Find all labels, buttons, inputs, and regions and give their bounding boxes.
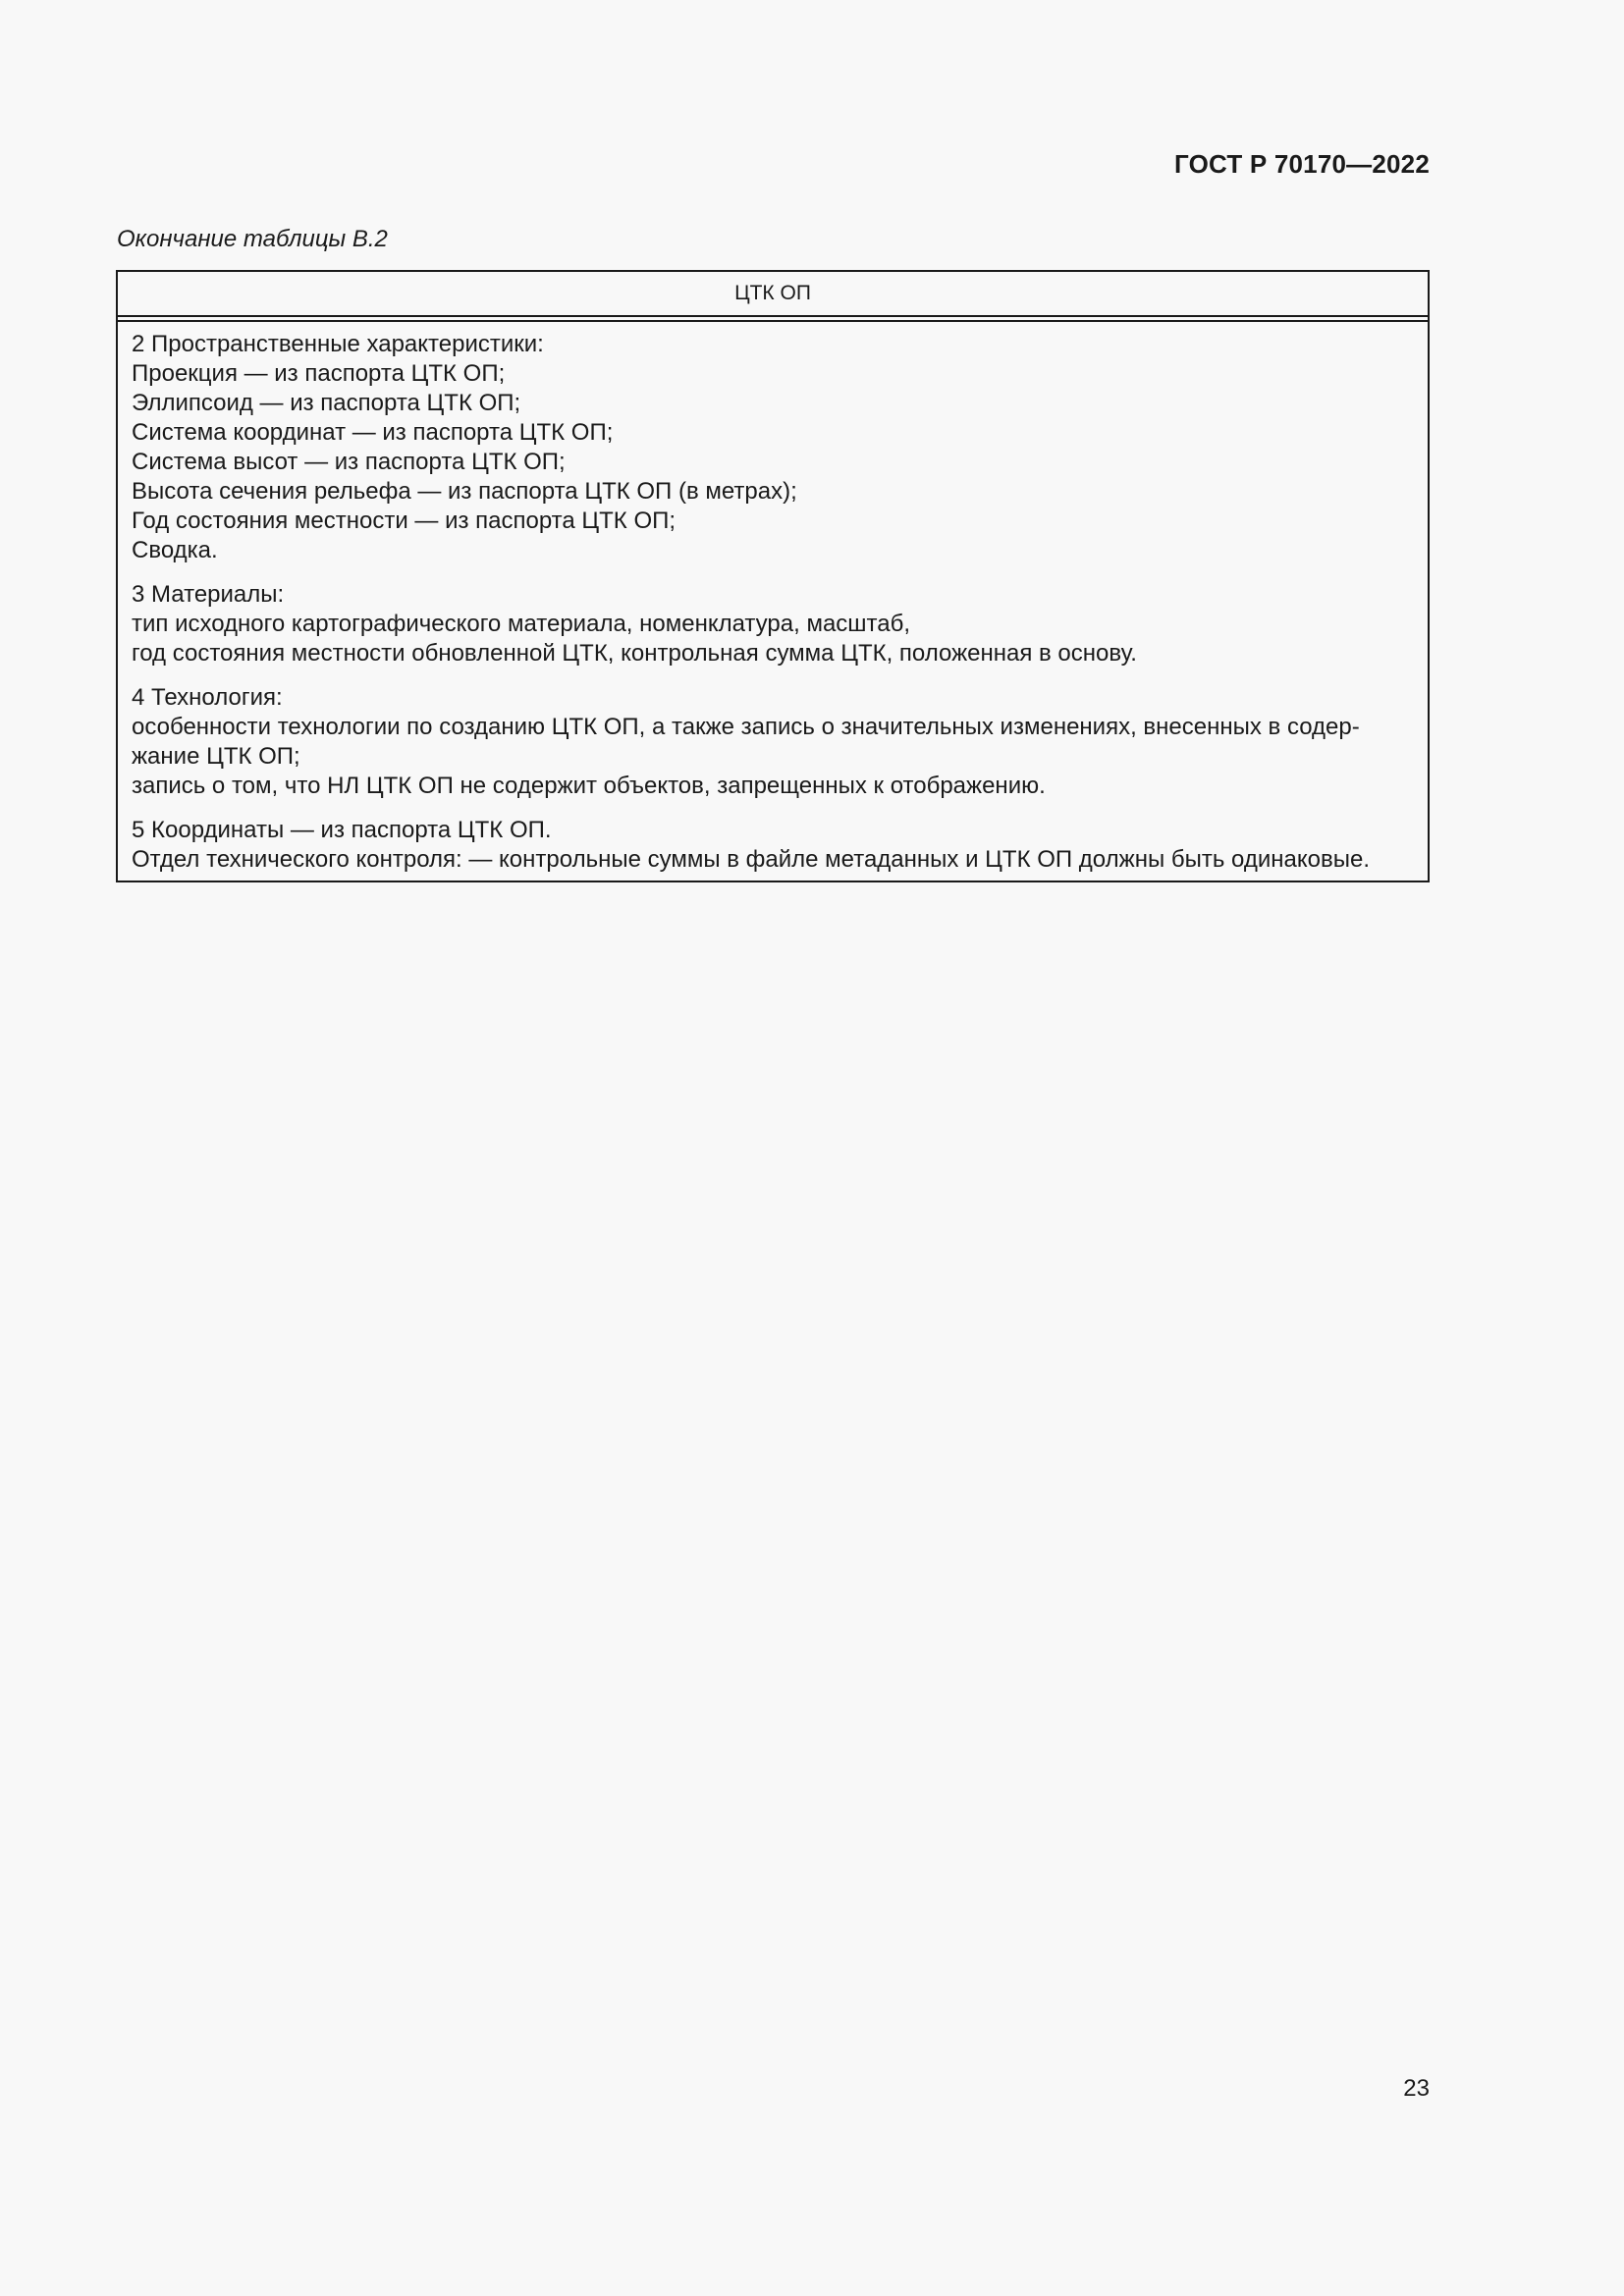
text-line: Система высот — из паспорта ЦТК ОП; — [132, 449, 566, 475]
table-body-cell — [118, 322, 1428, 881]
section-technology — [132, 683, 1414, 801]
text-line: Эллипсоид — из паспорта ЦТК ОП; — [132, 390, 521, 416]
section-heading: 4 Технология: — [132, 684, 283, 711]
table-column-header: ЦТК ОП — [118, 272, 1428, 317]
text-line: жание ЦТК ОП; — [132, 743, 300, 770]
metadata-table — [116, 270, 1430, 882]
section-heading: 5 Координаты — из паспорта ЦТК ОП. — [132, 817, 552, 843]
table-caption: Окончание таблицы В.2 — [117, 226, 388, 252]
section-heading: 2 Пространственные характеристики: — [132, 331, 544, 357]
text-line: особенности технологии по созданию ЦТК ОП, а также запись о значительных изменениях, внесенных в содер- — [132, 714, 1360, 740]
text-line: Год состояния местности — из паспорта ЦТК ОП; — [132, 507, 677, 534]
text-line: тип исходного картографического материала, номенклатура, масштаб, — [132, 611, 911, 637]
text-line: запись о том, что НЛ ЦТК ОП не содержит объектов, запрещенных к отображению. — [132, 773, 1046, 799]
text-line: Проекция — из паспорта ЦТК ОП; — [132, 360, 506, 387]
document-code: ГОСТ Р 70170—2022 — [1174, 149, 1430, 179]
section-coordinates — [132, 816, 1414, 875]
text-line: Система координат — из паспорта ЦТК ОП; — [132, 419, 614, 446]
text-line: год состояния местности обновленной ЦТК, контрольная сумма ЦТК, положенная в основу. — [132, 640, 1137, 667]
section-heading: 3 Материалы: — [132, 581, 285, 608]
section-spatial-characteristics — [132, 330, 1414, 565]
text-line: Отдел технического контроля: — контрольные суммы в файле метаданных и ЦТК ОП должны быть одинаковые. — [132, 846, 1370, 873]
page-number: 23 — [1403, 2075, 1430, 2102]
text-line: Сводка. — [132, 537, 218, 563]
text-line: Высота сечения рельефа — из паспорта ЦТК ОП (в метрах); — [132, 478, 797, 505]
section-materials — [132, 580, 1414, 668]
